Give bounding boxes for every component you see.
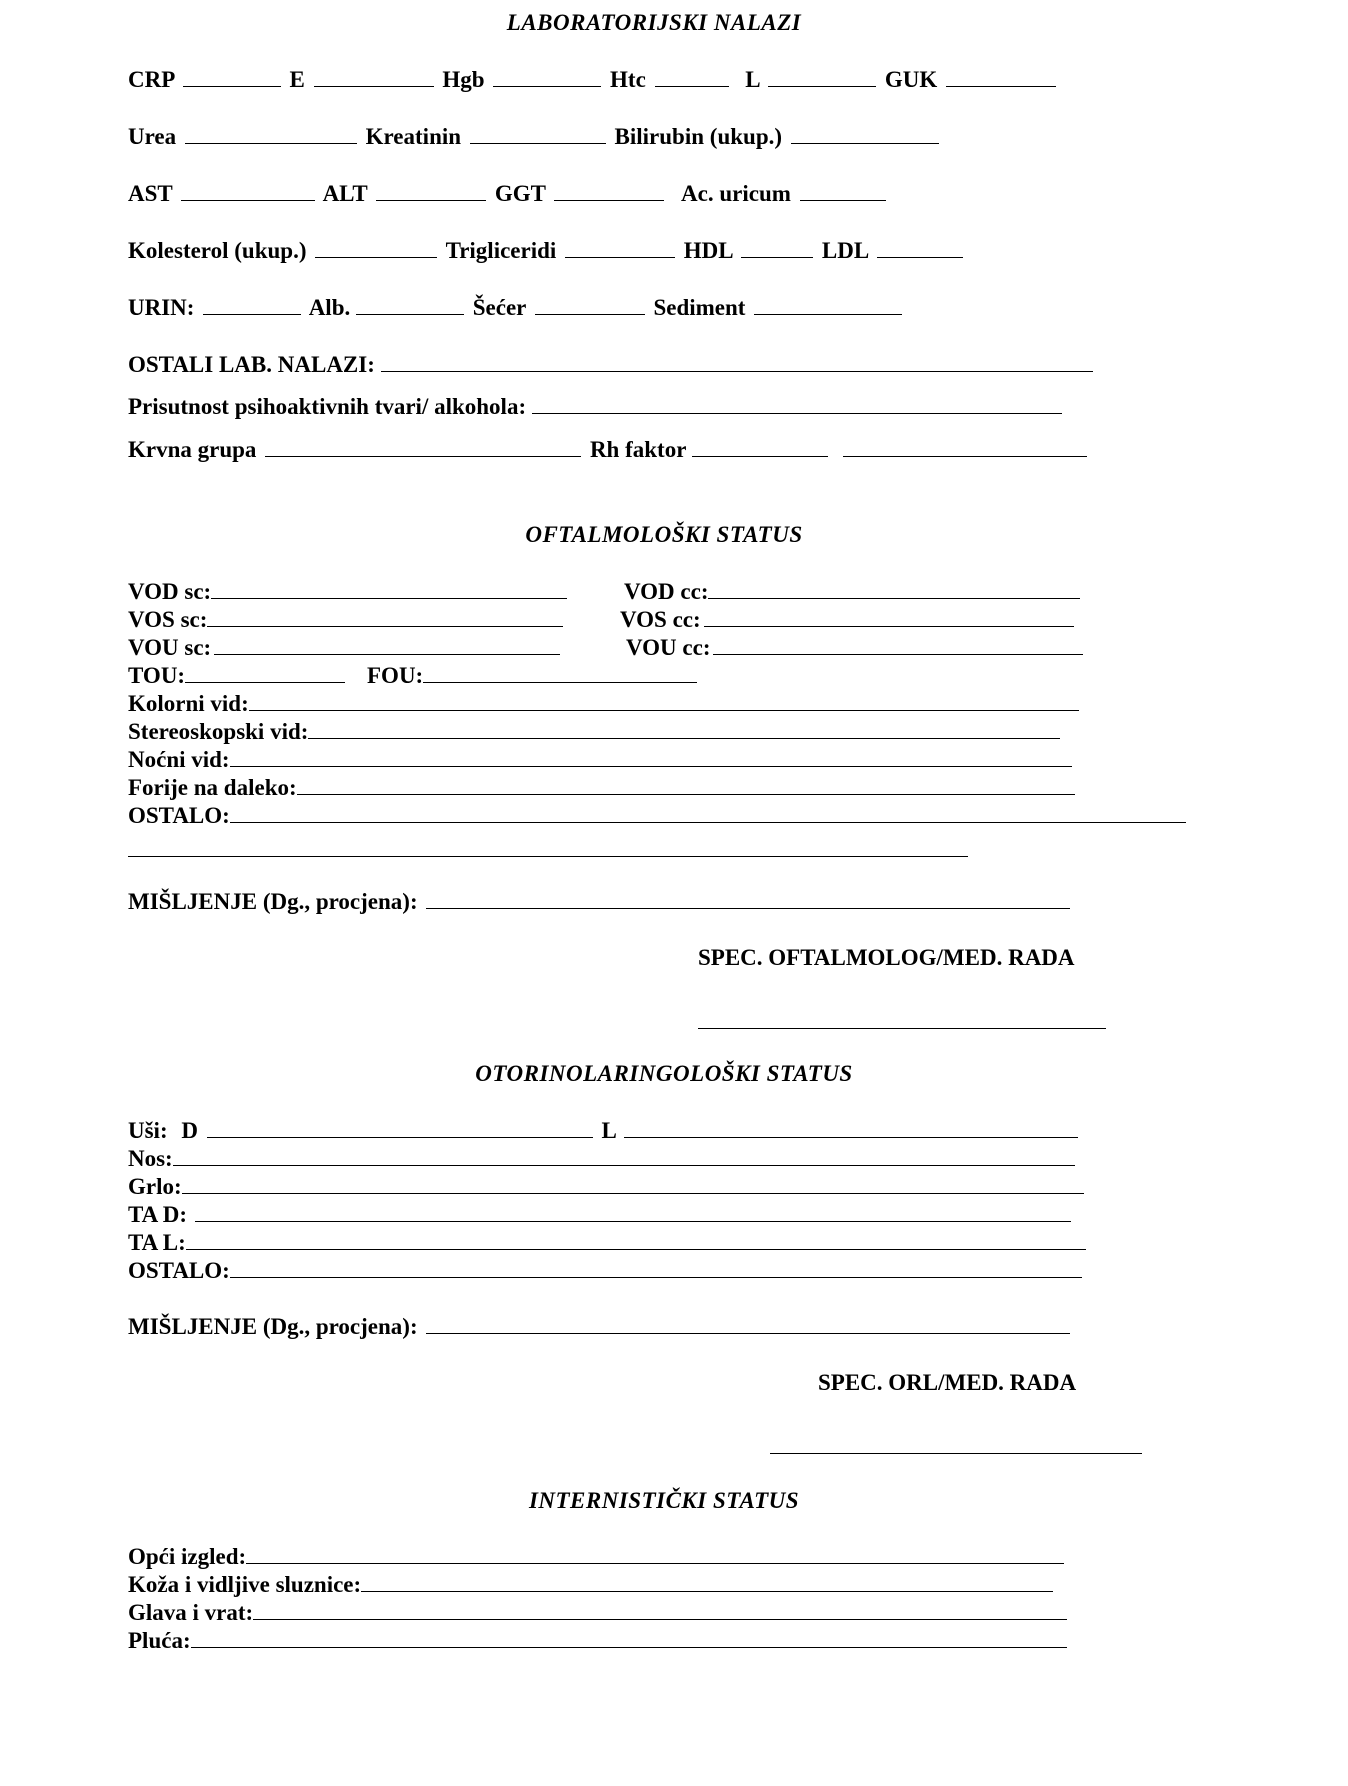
lab-row-psiho [128, 394, 1065, 420]
kolesterol-field[interactable] [315, 239, 437, 258]
htc-label: Htc [610, 67, 646, 92]
lab-row-lipids [128, 238, 966, 264]
hgb-field[interactable] [493, 68, 601, 87]
lab-title: LABORATORIJSKI NALAZI [506, 10, 802, 35]
nos-field[interactable] [173, 1147, 1075, 1166]
ta-d-field[interactable] [195, 1203, 1071, 1222]
ldl-label: LDL [821, 238, 868, 263]
oft-title: OFTALMOLOŠKI STATUS [525, 522, 803, 547]
ostali-label: OSTALI LAB. NALAZI: [128, 352, 375, 377]
hdl-label: HDL [683, 238, 733, 263]
orl-ostalo-field[interactable] [230, 1259, 1082, 1278]
grlo-row [128, 1174, 1087, 1200]
bilirubin-label: Bilirubin (ukup.) [614, 124, 783, 149]
glava-label: Glava i vrat: [128, 1600, 254, 1625]
krvna-grupa-field[interactable] [265, 438, 581, 457]
vod-sc-field[interactable] [211, 580, 567, 599]
alt-field[interactable] [376, 182, 486, 201]
koza-row [128, 1572, 1056, 1598]
koza-label: Koža i vidljive sluznice: [128, 1572, 362, 1597]
lab-row-urine [128, 295, 905, 321]
bilirubin-field[interactable] [791, 125, 939, 144]
fou-field[interactable] [423, 664, 697, 683]
kolorni-row [128, 691, 1082, 717]
sediment-label: Sediment [653, 295, 746, 320]
int-title: INTERNISTIČKI STATUS [528, 1488, 800, 1513]
grlo-field[interactable] [182, 1175, 1084, 1194]
ac-uricum-label: Ac. uricum [681, 181, 791, 206]
lab-row-liver [128, 181, 889, 207]
usi-l-field[interactable] [624, 1119, 1078, 1138]
fou-label: FOU: [367, 663, 424, 688]
htc-field[interactable] [655, 68, 729, 87]
nocni-row [128, 747, 1075, 773]
orl-ostalo-row [128, 1258, 1085, 1284]
lab-row-krvna [128, 437, 1090, 463]
orl-misljenje-label: MIŠLJENJE (Dg., procjena): [128, 1314, 418, 1339]
orl-signature-title: SPEC. ORL/MED. RADA [818, 1370, 1077, 1395]
vod-sc-row [128, 579, 570, 605]
stereo-field[interactable] [308, 720, 1060, 739]
ggt-field[interactable] [554, 182, 664, 201]
tou-field[interactable] [185, 664, 345, 683]
rh-faktor-extra-field[interactable] [843, 438, 1087, 457]
trigliceridi-label: Trigliceridi [445, 238, 557, 263]
oft-misljenje-label: MIŠLJENJE (Dg., procjena): [128, 889, 418, 914]
opci-row [128, 1544, 1067, 1570]
vod-cc-field[interactable] [708, 580, 1080, 599]
ast-field[interactable] [181, 182, 315, 201]
tou-row [128, 663, 348, 689]
psiho-field[interactable] [532, 395, 1062, 414]
usi-l-label: L [601, 1118, 616, 1143]
orl-ostalo-label: OSTALO: [128, 1258, 230, 1283]
usi-row [128, 1118, 1081, 1144]
oft-signature-line[interactable] [698, 1028, 1106, 1029]
forije-row [128, 775, 1078, 801]
pluca-label: Pluća: [128, 1628, 191, 1653]
urea-field[interactable] [185, 125, 357, 144]
tou-label: TOU: [128, 663, 186, 688]
oft-ostalo-continuation-line[interactable] [128, 856, 968, 857]
opci-field[interactable] [246, 1545, 1064, 1564]
vod-cc-label: VOD cc: [624, 579, 709, 604]
vod-cc-row [624, 579, 1083, 605]
usi-d-field[interactable] [207, 1119, 593, 1138]
ta-d-row [128, 1202, 1074, 1228]
oft-ostalo-label: OSTALO: [128, 803, 230, 828]
fou-row [367, 663, 700, 689]
kreatinin-field[interactable] [470, 125, 606, 144]
ta-d-label: TA D: [128, 1202, 187, 1227]
ta-l-field[interactable] [186, 1231, 1086, 1250]
rh-faktor-field[interactable] [692, 438, 828, 457]
opci-label: Opći izgled: [128, 1544, 247, 1569]
pluca-row [128, 1628, 1070, 1654]
oft-signature-title: SPEC. OFTALMOLOG/MED. RADA [698, 945, 1075, 970]
ostali-field[interactable] [381, 353, 1093, 372]
urin-label: URIN: [128, 295, 195, 320]
grlo-label: Grlo: [128, 1174, 182, 1199]
kreatinin-label: Kreatinin [365, 124, 462, 149]
lab-row-ostali [128, 352, 1096, 378]
nos-row [128, 1146, 1078, 1172]
forije-label: Forije na daleko: [128, 775, 297, 800]
nocni-label: Noćni vid: [128, 747, 230, 772]
e-label: E [289, 67, 305, 92]
kolesterol-label: Kolesterol (ukup.) [128, 238, 307, 263]
urin-field[interactable] [203, 296, 301, 315]
sediment-field[interactable] [754, 296, 902, 315]
krvna-grupa-label: Krvna grupa [128, 437, 257, 462]
vod-sc-label: VOD sc: [128, 579, 212, 604]
kolorni-label: Kolorni vid: [128, 691, 249, 716]
usi-d-label: D [181, 1118, 198, 1143]
nos-label: Nos: [128, 1146, 173, 1171]
oft-misljenje-row [128, 889, 1073, 915]
alt-label: ALT [322, 181, 368, 206]
vou-cc-row [626, 635, 1086, 661]
orl-misljenje-field[interactable] [426, 1315, 1070, 1334]
ast-label: AST [128, 181, 173, 206]
stereo-row [128, 719, 1063, 745]
trigliceridi-field[interactable] [565, 239, 675, 258]
forije-field[interactable] [297, 776, 1075, 795]
crp-field[interactable] [183, 68, 281, 87]
ggt-label: GGT [494, 181, 546, 206]
guk-label: GUK [884, 67, 938, 92]
glava-field[interactable] [253, 1601, 1067, 1620]
vos-sc-label: VOS sc: [128, 607, 208, 632]
ac-uricum-field[interactable] [800, 182, 886, 201]
vos-cc-label: VOS cc: [620, 607, 701, 632]
ta-l-row [128, 1230, 1089, 1256]
oft-ostalo-field[interactable] [230, 804, 1186, 823]
orl-title: OTORINOLARINGOLOŠKI STATUS [475, 1061, 853, 1086]
e-field[interactable] [314, 68, 434, 87]
vou-sc-field[interactable] [214, 636, 560, 655]
koza-field[interactable] [361, 1573, 1053, 1592]
stereo-label: Stereoskopski vid: [128, 719, 309, 744]
hgb-label: Hgb [442, 67, 485, 92]
vos-cc-field[interactable] [704, 608, 1074, 627]
vou-cc-field[interactable] [713, 636, 1083, 655]
vos-sc-field[interactable] [207, 608, 563, 627]
l-field[interactable] [768, 68, 876, 87]
orl-misljenje-row [128, 1314, 1073, 1340]
alb-field[interactable] [356, 296, 464, 315]
kolorni-field[interactable] [249, 692, 1079, 711]
urea-label: Urea [128, 124, 177, 149]
secer-field[interactable] [535, 296, 645, 315]
lab-row-blood [128, 67, 1059, 93]
l-label: L [745, 67, 760, 92]
vou-cc-label: VOU cc: [626, 635, 711, 660]
glava-row [128, 1600, 1070, 1626]
usi-label: Uši: [128, 1118, 168, 1143]
orl-signature-line[interactable] [770, 1453, 1142, 1454]
nocni-field[interactable] [230, 748, 1072, 767]
vos-sc-row [128, 607, 566, 633]
oft-ostalo-row [128, 803, 1189, 829]
vou-sc-row [128, 635, 563, 661]
vos-cc-row [620, 607, 1077, 633]
lab-row-kidney [128, 124, 942, 150]
secer-label: Šećer [472, 295, 526, 320]
rh-faktor-label: Rh faktor [589, 437, 686, 462]
ta-l-label: TA L: [128, 1230, 186, 1255]
hdl-field[interactable] [741, 239, 813, 258]
oft-misljenje-field[interactable] [426, 890, 1070, 909]
crp-label: CRP [128, 67, 174, 92]
alb-label: Alb. [308, 295, 351, 320]
guk-field[interactable] [946, 68, 1056, 87]
ldl-field[interactable] [877, 239, 963, 258]
psiho-label: Prisutnost psihoaktivnih tvari/ alkohola: [128, 394, 527, 419]
pluca-field[interactable] [191, 1629, 1067, 1648]
vou-sc-label: VOU sc: [128, 635, 212, 660]
